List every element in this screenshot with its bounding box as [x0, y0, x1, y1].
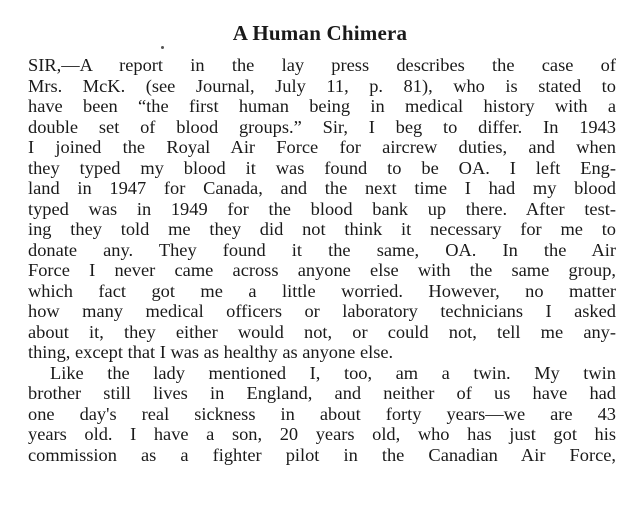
- print-speck: [161, 46, 164, 49]
- text-line: SIR,—A report in the lay press describes the case of: [28, 55, 616, 75]
- text-line: donate any. They found it the same, OA. In the Air: [28, 239, 616, 260]
- text-line: have been “the first human being in medical history with a: [28, 96, 616, 116]
- text-line: years old. I have a son, 20 years old, who has just got his: [28, 424, 616, 444]
- text-line: double set of blood groups.” Sir, I beg to differ. In 1943: [28, 116, 616, 137]
- text-line: about it, they either would not, or could not, tell me any-: [28, 321, 616, 342]
- text-line: they typed my blood it was found to be OA. I left Eng-: [28, 157, 616, 178]
- text-line: I joined the Royal Air Force for aircrew duties, and when: [28, 137, 616, 157]
- text-line: typed was in 1949 for the blood bank up there. After test-: [28, 198, 616, 219]
- text-line: Mrs. McK. (see Journal, July 11, p. 81), who is stated to: [28, 75, 616, 96]
- text-line: which fact got me a little worried. However, no matter: [28, 280, 616, 301]
- text-line: brother still lives in England, and neither of us have had: [28, 383, 616, 403]
- letter-title: A Human Chimera: [232, 21, 408, 45]
- text-line: Like the lady mentioned I, too, am a twin. My twin: [50, 362, 616, 383]
- text-line: thing, except that I was as healthy as anyone else.: [28, 342, 394, 362]
- text-line: one day's real sickness in about forty years—we are 43: [28, 403, 616, 424]
- letter-body: [0, 55, 640, 465]
- text-line: land in 1947 for Canada, and the next time I had my blood: [28, 178, 616, 198]
- text-line: how many medical officers or laboratory technicians I asked: [28, 301, 616, 321]
- text-line: Force I never came across anyone else with the same group,: [28, 260, 616, 280]
- text-line: ing they told me they did not think it necessary for me to: [28, 219, 616, 239]
- text-line: commission as a fighter pilot in the Canadian Air Force,: [28, 444, 616, 465]
